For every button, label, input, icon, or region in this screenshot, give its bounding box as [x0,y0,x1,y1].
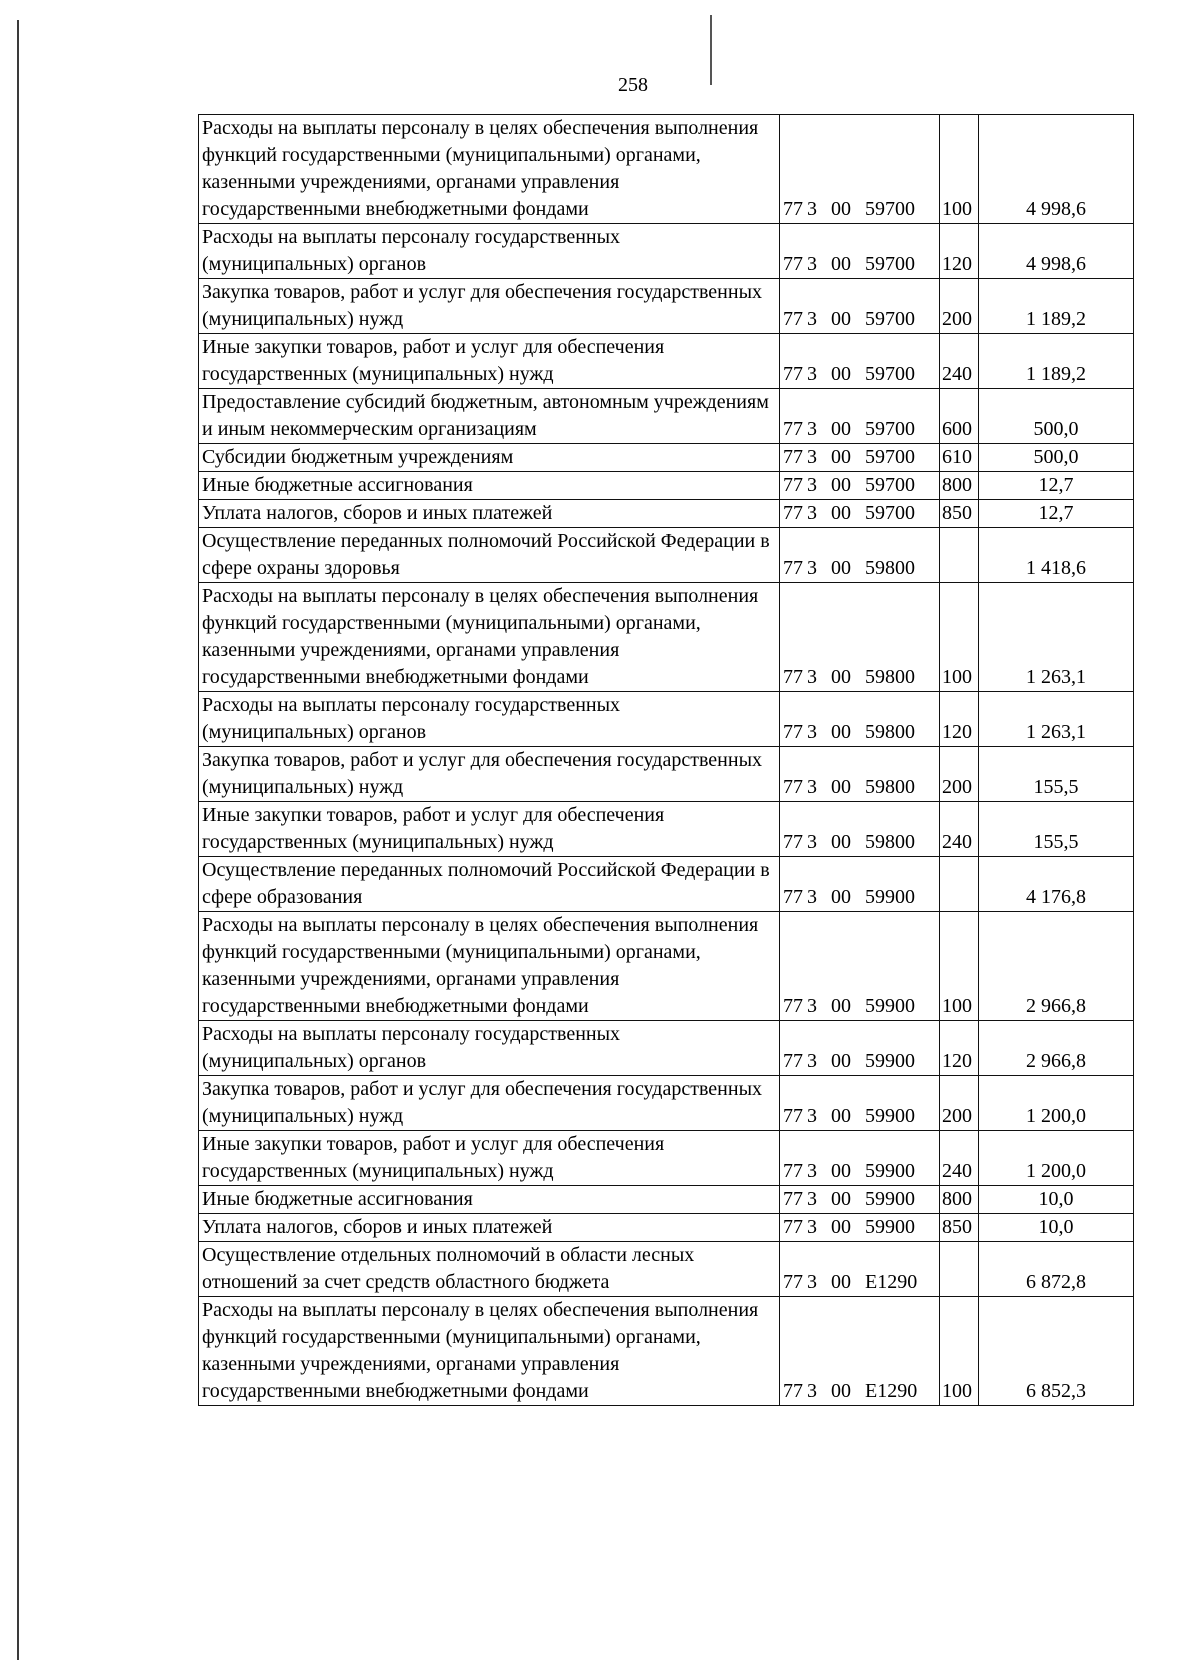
code-part-c1: 77 [783,253,803,275]
expense-description: Расходы на выплаты персоналу в целях обеспечения выполнения функций государственными (муниципальными) органами, казенными учреждениями, органами управления государственными внебюджетными фондами [199,583,780,692]
code-part-c3: 00 [831,418,851,440]
expense-type-code [940,528,979,583]
budget-table [198,114,1134,1406]
amount-value: 1 189,2 [979,279,1134,334]
target-article-code [780,500,940,528]
code-part-c1: 77 [783,1271,803,1293]
code-part-c1: 77 [783,666,803,688]
expense-description: Иные бюджетные ассигнования [199,1186,780,1214]
expense-description: Расходы на выплаты персоналу в целях обеспечения выполнения функций государственными (муниципальными) органами, казенными учреждениями, органами управления государственными внебюджетными фондами [199,912,780,1021]
code-part-c2: 3 [807,1271,817,1293]
code-part-c4: 59900 [865,886,915,908]
code-part-c1: 77 [783,446,803,468]
amount-value: 155,5 [979,747,1134,802]
code-part-c3: 00 [831,1105,851,1127]
target-article-code [780,224,940,279]
code-part-c4: 59900 [865,1160,915,1182]
amount-value: 1 200,0 [979,1131,1134,1186]
code-part-c3: 00 [831,308,851,330]
expense-type-code: 200 [940,279,979,334]
code-part-c3: 00 [831,363,851,385]
code-part-c4: 59900 [865,1050,915,1072]
code-part-c4: 59700 [865,363,915,385]
amount-value: 12,7 [979,500,1134,528]
table-row [199,528,1134,583]
table-row [199,1214,1134,1242]
code-part-c4: 59700 [865,198,915,220]
expense-description: Предоставление субсидий бюджетным, автономным учреждениям и иным некоммерческим организациям [199,389,780,444]
amount-value: 500,0 [979,444,1134,472]
code-part-c2: 3 [807,1050,817,1072]
target-article-code [780,747,940,802]
target-article-code [780,1242,940,1297]
code-part-c3: 00 [831,831,851,853]
target-article-code [780,389,940,444]
amount-value: 6 872,8 [979,1242,1134,1297]
amount-value: 4 998,6 [979,115,1134,224]
expense-type-code: 120 [940,692,979,747]
code-part-c2: 3 [807,721,817,743]
expense-type-code [940,857,979,912]
amount-value: 10,0 [979,1186,1134,1214]
table-row [199,444,1134,472]
table-row [199,334,1134,389]
code-part-c2: 3 [807,363,817,385]
expense-description: Уплата налогов, сборов и иных платежей [199,500,780,528]
code-part-c4: 59900 [865,1188,915,1210]
amount-value: 1 418,6 [979,528,1134,583]
amount-value: 6 852,3 [979,1297,1134,1406]
code-part-c2: 3 [807,308,817,330]
target-article-code [780,692,940,747]
target-article-code [780,1186,940,1214]
expense-description: Расходы на выплаты персоналу в целях обеспечения выполнения функций государственными (муниципальными) органами, казенными учреждениями, органами управления государственными внебюджетными фондами [199,115,780,224]
target-article-code [780,444,940,472]
target-article-code [780,1076,940,1131]
table-row [199,1076,1134,1131]
expense-description: Иные закупки товаров, работ и услуг для обеспечения государственных (муниципальных) нужд [199,802,780,857]
code-part-c4: 59700 [865,308,915,330]
code-part-c3: 00 [831,666,851,688]
table-row [199,1297,1134,1406]
amount-value: 2 966,8 [979,912,1134,1021]
expense-description: Субсидии бюджетным учреждениям [199,444,780,472]
code-part-c1: 77 [783,474,803,496]
amount-value: 12,7 [979,472,1134,500]
code-part-c1: 77 [783,721,803,743]
table-row [199,1131,1134,1186]
table-row [199,747,1134,802]
code-part-c2: 3 [807,557,817,579]
code-part-c2: 3 [807,995,817,1017]
amount-value: 4 176,8 [979,857,1134,912]
code-part-c2: 3 [807,831,817,853]
code-part-c4: 59700 [865,253,915,275]
code-part-c1: 77 [783,776,803,798]
code-part-c3: 00 [831,1050,851,1072]
code-part-c1: 77 [783,831,803,853]
code-part-c2: 3 [807,1160,817,1182]
code-part-c4: E1290 [865,1380,918,1402]
code-part-c2: 3 [807,1380,817,1402]
code-part-c4: 59700 [865,418,915,440]
code-part-c2: 3 [807,776,817,798]
target-article-code [780,528,940,583]
expense-description: Осуществление переданных полномочий Российской Федерации в сфере образования [199,857,780,912]
code-part-c2: 3 [807,1216,817,1238]
expense-description: Иные бюджетные ассигнования [199,472,780,500]
expense-type-code: 100 [940,1297,979,1406]
expense-type-code: 100 [940,115,979,224]
code-part-c1: 77 [783,418,803,440]
amount-value: 1 263,1 [979,583,1134,692]
code-part-c1: 77 [783,1216,803,1238]
expense-type-code: 850 [940,1214,979,1242]
expense-description: Расходы на выплаты персоналу государственных (муниципальных) органов [199,692,780,747]
expense-type-code: 610 [940,444,979,472]
table-row [199,500,1134,528]
table-row [199,389,1134,444]
expense-type-code: 240 [940,1131,979,1186]
table-row [199,279,1134,334]
expense-type-code: 120 [940,224,979,279]
code-part-c2: 3 [807,253,817,275]
code-part-c3: 00 [831,198,851,220]
target-article-code [780,1021,940,1076]
target-article-code [780,279,940,334]
target-article-code [780,857,940,912]
code-part-c3: 00 [831,1271,851,1293]
code-part-c2: 3 [807,198,817,220]
expense-description: Расходы на выплаты персоналу государственных (муниципальных) органов [199,1021,780,1076]
code-part-c1: 77 [783,363,803,385]
expense-type-code: 240 [940,802,979,857]
expense-description: Уплата налогов, сборов и иных платежей [199,1214,780,1242]
expense-type-code: 200 [940,1076,979,1131]
amount-value: 1 200,0 [979,1076,1134,1131]
table-row [199,1242,1134,1297]
code-part-c4: 59800 [865,776,915,798]
code-part-c4: E1290 [865,1271,918,1293]
expense-type-code: 200 [940,747,979,802]
expense-type-code: 240 [940,334,979,389]
target-article-code [780,912,940,1021]
expense-type-code: 800 [940,472,979,500]
code-part-c3: 00 [831,776,851,798]
page-number: 258 [618,74,648,96]
target-article-code [780,1297,940,1406]
expense-description: Осуществление отдельных полномочий в области лесных отношений за счет средств областного бюджета [199,1242,780,1297]
target-article-code [780,802,940,857]
expense-description: Закупка товаров, работ и услуг для обеспечения государственных (муниципальных) нужд [199,747,780,802]
code-part-c1: 77 [783,1380,803,1402]
code-part-c3: 00 [831,253,851,275]
amount-value: 1 189,2 [979,334,1134,389]
target-article-code [780,115,940,224]
code-part-c2: 3 [807,666,817,688]
table-row [199,802,1134,857]
code-part-c1: 77 [783,502,803,524]
expense-type-code: 600 [940,389,979,444]
target-article-code [780,1214,940,1242]
expense-type-code: 850 [940,500,979,528]
expense-type-code [940,1242,979,1297]
table-row [199,692,1134,747]
code-part-c2: 3 [807,1188,817,1210]
code-part-c2: 3 [807,474,817,496]
expense-description: Иные закупки товаров, работ и услуг для обеспечения государственных (муниципальных) нужд [199,1131,780,1186]
table-row [199,1021,1134,1076]
code-part-c2: 3 [807,418,817,440]
table-row [199,857,1134,912]
expense-description: Расходы на выплаты персоналу в целях обеспечения выполнения функций государственными (муниципальными) органами, казенными учреждениями, органами управления государственными внебюджетными фондами [199,1297,780,1406]
code-part-c1: 77 [783,1050,803,1072]
code-part-c2: 3 [807,886,817,908]
code-part-c4: 59900 [865,995,915,1017]
expense-description: Осуществление переданных полномочий Российской Федерации в сфере охраны здоровья [199,528,780,583]
code-part-c1: 77 [783,308,803,330]
code-part-c2: 3 [807,1105,817,1127]
budget-table-body [199,115,1134,1406]
target-article-code [780,583,940,692]
amount-value: 10,0 [979,1214,1134,1242]
expense-description: Иные закупки товаров, работ и услуг для обеспечения государственных (муниципальных) нужд [199,334,780,389]
code-part-c4: 59800 [865,831,915,853]
code-part-c4: 59700 [865,502,915,524]
code-part-c1: 77 [783,198,803,220]
code-part-c1: 77 [783,1160,803,1182]
code-part-c3: 00 [831,1160,851,1182]
code-part-c4: 59800 [865,666,915,688]
code-part-c4: 59700 [865,446,915,468]
code-part-c4: 59800 [865,557,915,579]
code-part-c1: 77 [783,1105,803,1127]
table-row [199,224,1134,279]
code-part-c3: 00 [831,721,851,743]
expense-type-code: 100 [940,912,979,1021]
expense-description: Закупка товаров, работ и услуг для обеспечения государственных (муниципальных) нужд [199,279,780,334]
code-part-c3: 00 [831,557,851,579]
table-row [199,912,1134,1021]
expense-type-code: 100 [940,583,979,692]
code-part-c2: 3 [807,446,817,468]
code-part-c3: 00 [831,1188,851,1210]
scan-edge-line [17,20,19,1660]
expense-type-code: 800 [940,1186,979,1214]
code-part-c3: 00 [831,1216,851,1238]
code-part-c3: 00 [831,474,851,496]
code-part-c3: 00 [831,886,851,908]
target-article-code [780,472,940,500]
code-part-c3: 00 [831,995,851,1017]
table-row [199,472,1134,500]
amount-value: 155,5 [979,802,1134,857]
table-row [199,115,1134,224]
code-part-c1: 77 [783,995,803,1017]
code-part-c1: 77 [783,1188,803,1210]
amount-value: 500,0 [979,389,1134,444]
code-part-c3: 00 [831,1380,851,1402]
target-article-code [780,1131,940,1186]
expense-description: Расходы на выплаты персоналу государственных (муниципальных) органов [199,224,780,279]
code-part-c1: 77 [783,886,803,908]
expense-description: Закупка товаров, работ и услуг для обеспечения государственных (муниципальных) нужд [199,1076,780,1131]
code-part-c1: 77 [783,557,803,579]
amount-value: 4 998,6 [979,224,1134,279]
table-row [199,1186,1134,1214]
expense-type-code: 120 [940,1021,979,1076]
table-row [199,583,1134,692]
code-part-c4: 59800 [865,721,915,743]
target-article-code [780,334,940,389]
code-part-c3: 00 [831,446,851,468]
code-part-c3: 00 [831,502,851,524]
code-part-c2: 3 [807,502,817,524]
code-part-c4: 59700 [865,474,915,496]
code-part-c4: 59900 [865,1216,915,1238]
amount-value: 1 263,1 [979,692,1134,747]
code-part-c4: 59900 [865,1105,915,1127]
amount-value: 2 966,8 [979,1021,1134,1076]
